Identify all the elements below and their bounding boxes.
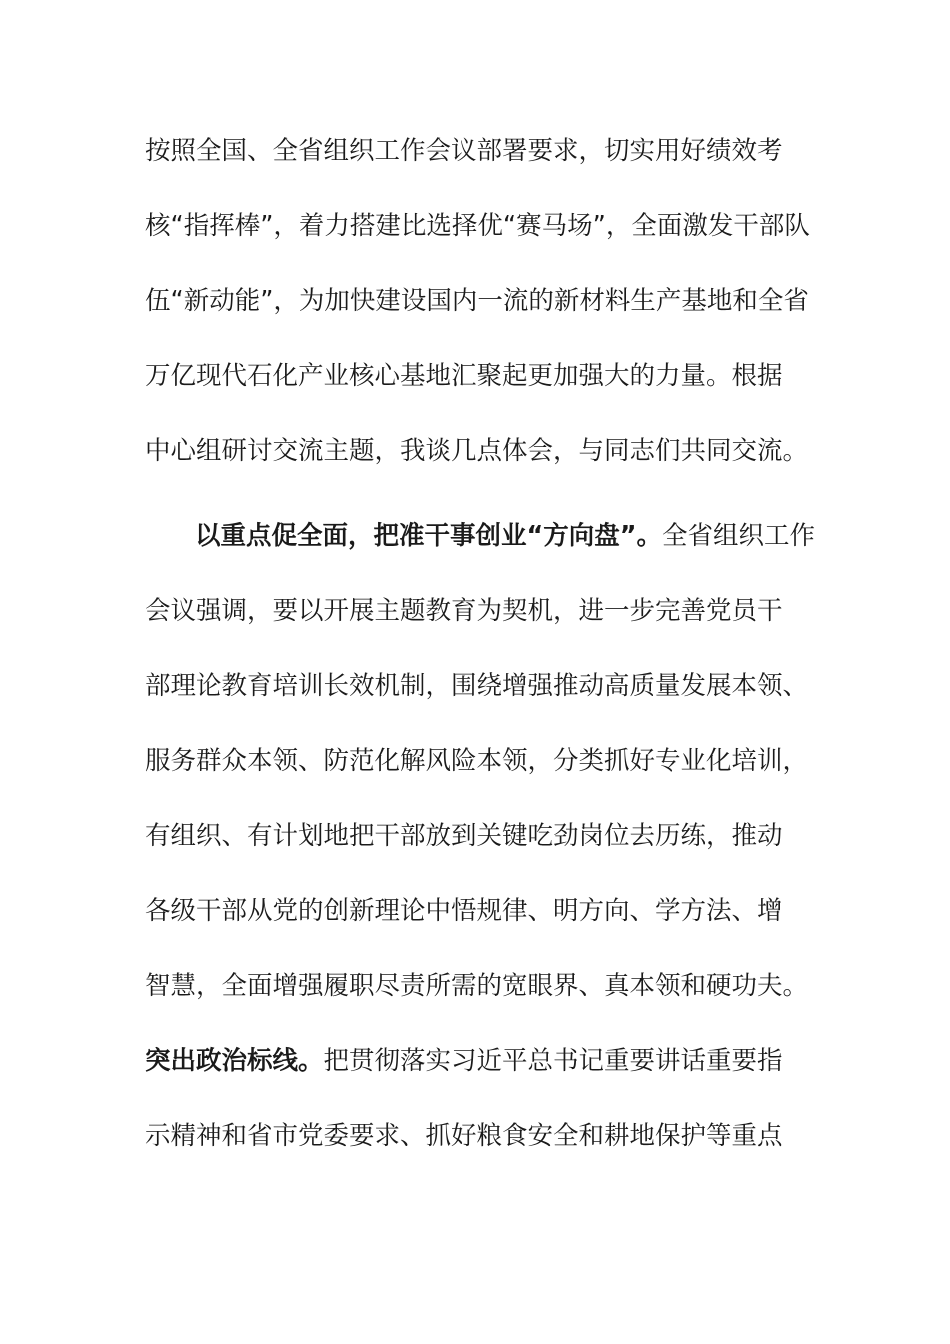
paragraph-line: 万亿现代石化产业核心基地汇聚起更加强大的力量。根据 — [145, 361, 783, 391]
section-1-first-line — [195, 516, 875, 556]
section-2-text: 把贯彻落实习近平总书记重要讲话重要指 — [323, 1046, 783, 1076]
paragraph-line: 智慧，全面增强履职尽责所需的宽眼界、真本领和硬功夫。 — [145, 971, 809, 1001]
paragraph-line: 服务群众本领、防范化解风险本领，分类抓好专业化培训， — [145, 746, 809, 776]
paragraph-line: 有组织、有计划地把干部放到关键吃劲岗位去历练，推动 — [145, 821, 783, 851]
section-1-text: 全省组织工作 — [662, 521, 816, 551]
section-2-heading: 突出政治标线。 — [145, 1046, 324, 1076]
paragraph-line: 核“指挥棒”，着力搭建比选择优“赛马场”，全面激发干部队 — [145, 211, 810, 241]
paragraph-line: 部理论教育培训长效机制，围绕增强推动高质量发展本领、 — [145, 671, 809, 701]
section-1-heading: 以重点促全面，把准干事创业“方向盘”。 — [195, 521, 663, 551]
paragraph-line: 按照全国、全省组织工作会议部署要求，切实用好绩效考 — [145, 136, 783, 166]
paragraph-line: 示精神和省市党委要求、抓好粮食安全和耕地保护等重点 — [145, 1121, 783, 1151]
paragraph-line: 中心组研讨交流主题，我谈几点体会，与同志们共同交流。 — [145, 436, 809, 466]
paragraph-line: 会议强调，要以开展主题教育为契机，进一步完善党员干 — [145, 596, 783, 626]
paragraph-line: 伍“新动能”，为加快建设国内一流的新材料生产基地和全省 — [145, 286, 809, 316]
section-2-first-line — [145, 1041, 825, 1081]
paragraph-line: 各级干部从党的创新理论中悟规律、明方向、学方法、增 — [145, 896, 783, 926]
